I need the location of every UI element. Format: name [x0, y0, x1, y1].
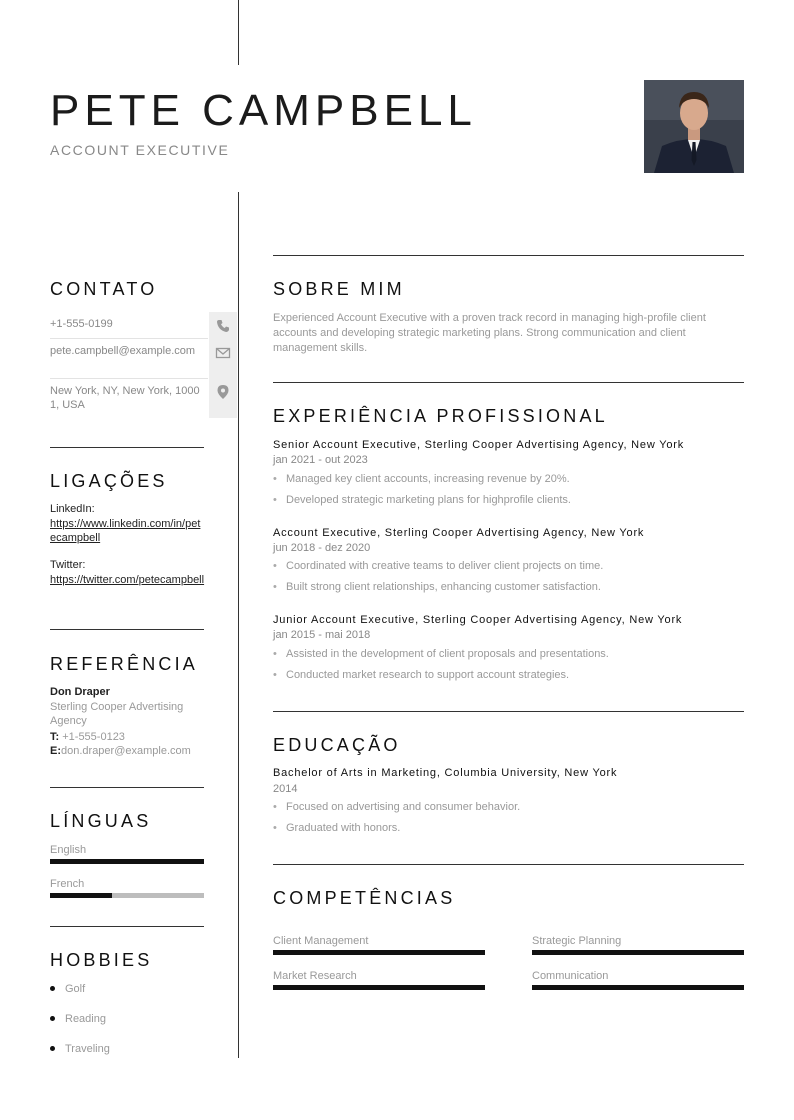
hobbies-heading: HOBBIES: [50, 950, 153, 970]
profile-photo: [644, 80, 744, 173]
language-level-bar: [50, 859, 204, 864]
job-title: Junior Account Executive, Sterling Cooper Advertising Agency, New York: [273, 614, 683, 626]
skill-name: Market Research: [273, 970, 357, 982]
job-title: Account Executive, Sterling Cooper Advertising Agency, New York: [273, 527, 645, 539]
education-year: 2014: [273, 783, 298, 795]
language-name: French: [50, 878, 85, 890]
section-divider: [50, 787, 204, 788]
experience-heading: EXPERIÊNCIA PROFISSIONAL: [273, 406, 608, 426]
language-level-bar: [50, 893, 204, 898]
section-divider: [273, 382, 744, 383]
skill-name: Client Management: [273, 935, 369, 947]
bullet-dot-icon: [50, 1046, 55, 1051]
skill-level-bar: [532, 985, 744, 990]
bullet-dot-icon: [50, 986, 55, 991]
contact-phone: +1-555-0199: [50, 318, 113, 330]
contact-email: pete.campbell@example.com: [50, 345, 196, 357]
education-degree: Bachelor of Arts in Marketing, Columbia University, New York: [273, 767, 618, 779]
hobby-label: Golf: [65, 983, 86, 995]
contact-heading: CONTATO: [50, 279, 158, 299]
twitter-link[interactable]: https://twitter.com/petecampbell: [50, 574, 205, 586]
divider-vertical-main: [238, 192, 239, 1058]
skill-name: Strategic Planning: [532, 935, 622, 947]
reference-company: Sterling Cooper Advertising Agency: [50, 701, 184, 727]
contact-address: New York, NY, New York, 10001, USA: [50, 385, 200, 411]
education-bullet: • Focused on advertising and consumer behavior.: [273, 801, 521, 813]
languages-heading: LÍNGUAS: [50, 811, 152, 831]
skill-level-bar: [532, 950, 744, 955]
reference-phone: +1-555-0123: [62, 731, 125, 743]
bullet-dot-icon: [50, 1016, 55, 1021]
contact-separator: [50, 338, 208, 339]
linkedin-label: LinkedIn:: [50, 503, 95, 515]
job-bullet: • Assisted in the development of client proposals and presentations.: [273, 648, 609, 660]
hobby-label: Traveling: [65, 1043, 110, 1055]
reference-phone-label: T:: [50, 731, 60, 743]
candidate-name: PETE CAMPBELL: [50, 86, 477, 135]
contact-separator: [50, 378, 208, 379]
job-bullet: • Managed key client accounts, increasing revenue by 20%.: [273, 473, 570, 485]
job-title: Senior Account Executive, Sterling Cooper Advertising Agency, New York: [273, 439, 685, 451]
skill-name: Communication: [532, 970, 609, 982]
reference-heading: REFERÊNCIA: [50, 654, 199, 674]
education-heading: EDUCAÇÃO: [273, 735, 401, 755]
reference-email: don.draper@example.com: [61, 745, 191, 757]
section-divider: [273, 255, 744, 256]
job-dates: jan 2021 - out 2023: [273, 454, 368, 466]
reference-name: Don Draper: [50, 686, 110, 698]
candidate-title: ACCOUNT EXECUTIVE: [50, 142, 230, 158]
section-divider: [50, 629, 204, 630]
mail-icon: [215, 345, 231, 361]
skills-heading: COMPETÊNCIAS: [273, 888, 456, 908]
skill-level-bar: [273, 950, 485, 955]
language-level-fill: [50, 893, 112, 898]
section-divider: [273, 864, 744, 865]
job-dates: jun 2018 - dez 2020: [273, 542, 371, 554]
phone-icon: [215, 318, 231, 334]
language-name: English: [50, 844, 87, 856]
contact-icon-column: [209, 312, 237, 418]
skill-level-bar: [273, 985, 485, 990]
links-heading: LIGAÇÕES: [50, 471, 168, 491]
reference-email-row: [50, 745, 191, 757]
section-divider: [50, 447, 204, 448]
job-bullet: • Conducted market research to support account strategies.: [273, 669, 570, 681]
linkedin-link[interactable]: https://www.linkedin.com/in/petecampbell: [50, 518, 201, 544]
divider-vertical-top: [238, 0, 239, 65]
job-dates: jan 2015 - mai 2018: [273, 629, 371, 641]
language-level-fill: [50, 859, 204, 864]
hobby-label: Reading: [65, 1013, 106, 1025]
twitter-label: Twitter:: [50, 559, 86, 571]
education-bullet: • Graduated with honors.: [273, 822, 401, 834]
job-bullet: • Built strong client relationships, enhancing customer satisfaction.: [273, 581, 601, 593]
reference-email-label: E:: [50, 745, 61, 757]
reference-phone-row: [50, 731, 125, 743]
hobby-item: [50, 1043, 110, 1055]
job-bullet: • Coordinated with creative teams to deliver client projects on time.: [273, 560, 604, 572]
about-heading: SOBRE MIM: [273, 279, 405, 299]
hobby-item: [50, 983, 85, 995]
location-pin-icon: [215, 384, 231, 400]
about-text: Experienced Account Executive with a proven track record in managing high-profile client accounts and developing strategic marketing plans. Strong communication and client management skills.: [273, 312, 706, 354]
job-bullet: • Developed strategic marketing plans for highprofile clients.: [273, 494, 571, 506]
section-divider: [50, 926, 204, 927]
section-divider: [273, 711, 744, 712]
hobby-item: [50, 1013, 106, 1025]
